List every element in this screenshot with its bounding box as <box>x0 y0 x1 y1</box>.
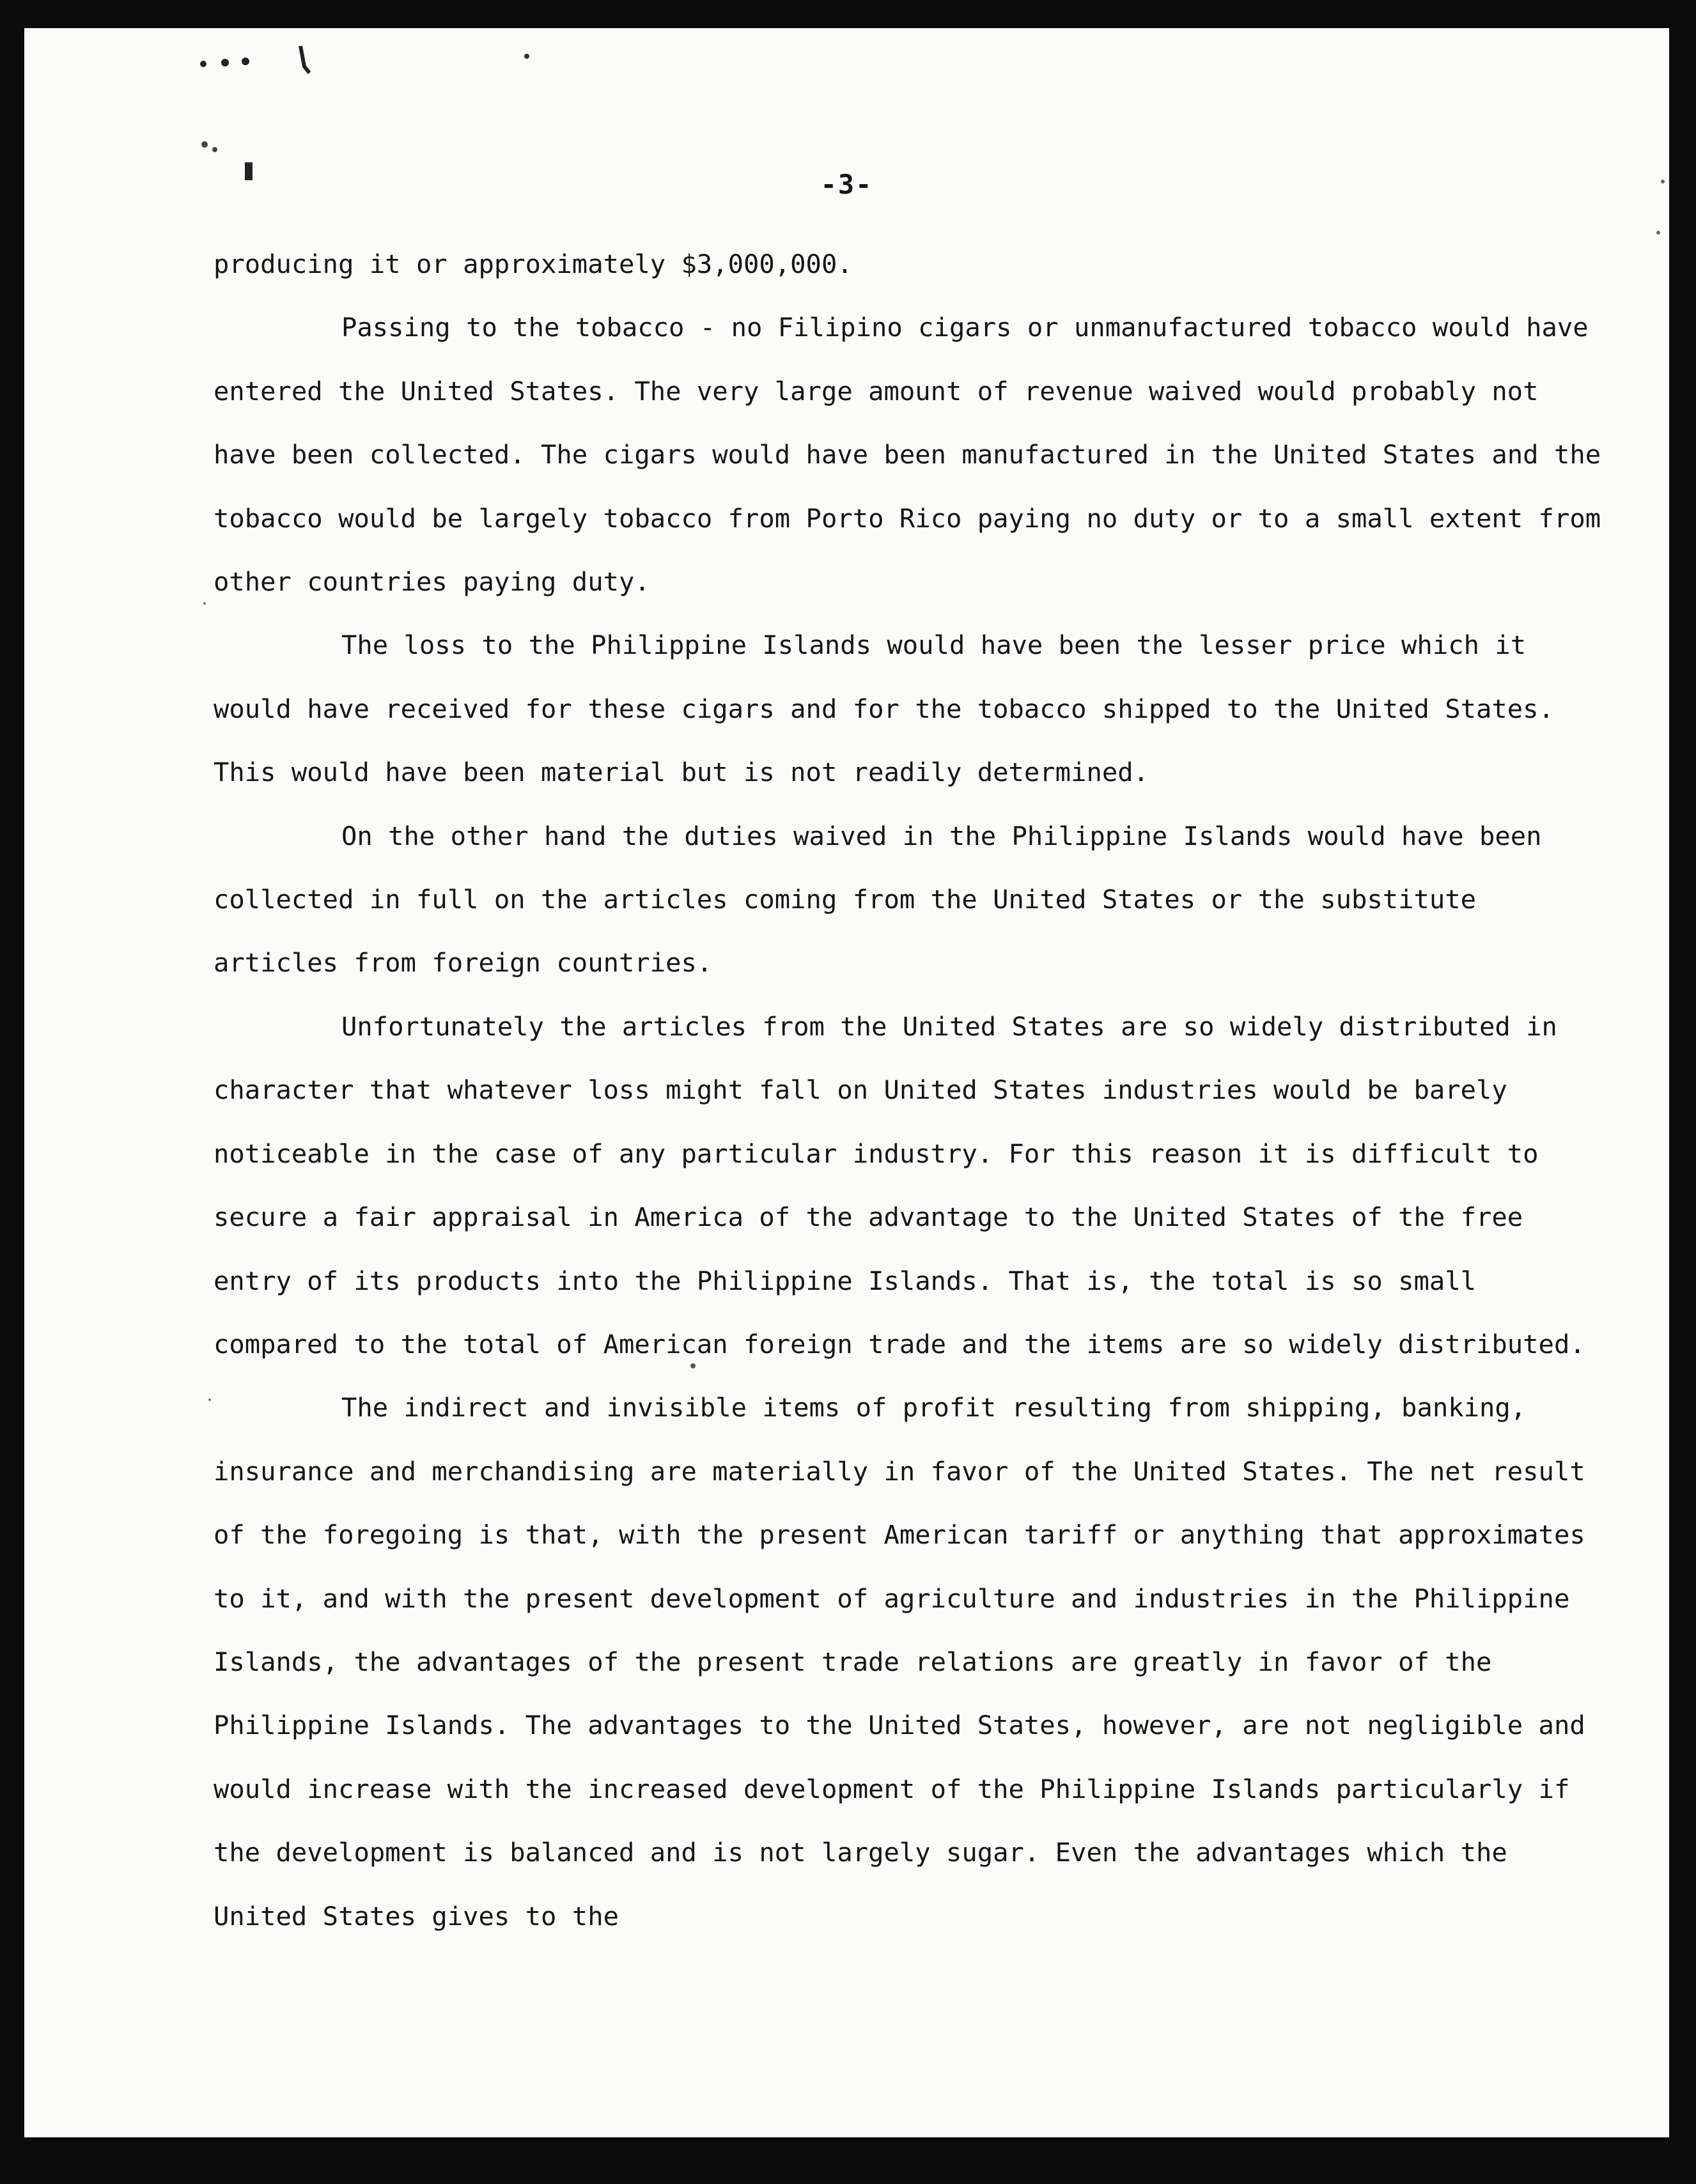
paragraph-3: The loss to the Philippine Islands would have been the lesser price which it would have received for these cigars and for the tobacco shipped to the United States. This would have been material but is not readily determined. <box>214 630 1554 788</box>
document-page <box>24 28 1669 2137</box>
speck <box>201 141 208 148</box>
speck <box>208 1398 211 1401</box>
body-text <box>214 233 1614 1948</box>
paragraph-6: The indirect and invisible items of profit resulting from shipping, banking, insurance and merchandising are materially in favor of the United States. The net result of the foregoing is that, with the present American tariff or anything that approximates to it, and with the present development of agriculture and industries in the Philippine Islands, the advantages of the present trade relations are greatly in favor of the Philippine Islands. The advantages to the United States, however, are not negligible and would increase with the increased development of the Philippine Islands particularly if the development is balanced and is not largely sugar. Even the advantages which the United States gives to the <box>214 1392 1585 1932</box>
speck <box>300 46 309 73</box>
paragraph-5: Unfortunately the articles from the United States are so widely distributed in character that whatever loss might fall on United States industries would be barely noticeable in the case of any particular industry. For this reason it is difficult to secure a fair appraisal in America of the advantage to the United States of the free entry of its products into the Philippine Islands. That is, the total is so small compared to the total of American foreign trade and the items are so widely distributed. <box>214 1011 1585 1359</box>
speck <box>242 58 249 65</box>
speck <box>1656 231 1660 235</box>
speck <box>212 147 217 152</box>
speck <box>524 54 529 59</box>
speck <box>221 59 229 66</box>
paragraph-4: On the other hand the duties waived in the Philippine Islands would have been collected in full on the articles coming from the United States or the substitute articles from foreign countries. <box>214 820 1542 979</box>
paragraph-1: producing it or approximately $3,000,000. <box>214 249 853 279</box>
speck <box>200 61 206 67</box>
paragraph-2: Passing to the tobacco - no Filipino cigars or unmanufactured tobacco would have entered the United States. The very large amount of revenue waived would probably not have been collected. The cigars would have been manufactured in the United States and the tobacco would be largely tobacco from Porto Rico paying no duty or to a small extent from other countries paying duty. <box>214 312 1601 598</box>
page-number: -3- <box>820 169 873 200</box>
speck <box>203 602 206 605</box>
